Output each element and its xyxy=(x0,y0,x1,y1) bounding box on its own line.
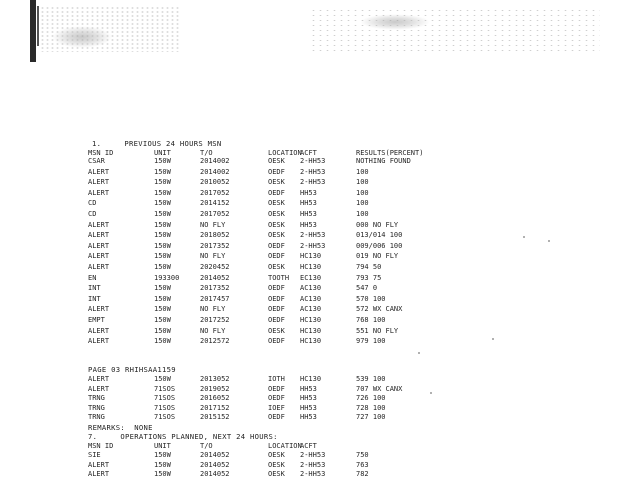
cell-takeoff-time: NO FLY xyxy=(200,220,226,229)
col-header-msn: MSN ID xyxy=(88,442,114,450)
cell-unit: 150W xyxy=(154,375,171,383)
cell-result: 979 100 xyxy=(356,337,386,346)
cell-location: IOEF xyxy=(268,403,285,412)
cell-aircraft: HC130 xyxy=(300,326,322,335)
cell-takeoff-time: 2014052 xyxy=(200,460,230,469)
cell-location: OEDF xyxy=(268,394,285,402)
cell-aircraft: HH53 xyxy=(300,394,317,402)
cell-aircraft: 2-HH53 xyxy=(300,178,326,187)
cell-aircraft: HC130 xyxy=(300,316,322,324)
cell-takeoff-time: 2014002 xyxy=(200,157,230,165)
cell-unit: 71SOS xyxy=(154,413,176,421)
cell-aircraft: AC130 xyxy=(300,294,322,303)
scan-smudge xyxy=(52,26,112,48)
cell-unit: 150W xyxy=(154,178,171,187)
cell-msn-id: ALERT xyxy=(88,305,110,314)
cell-unit: 193300 xyxy=(154,273,180,282)
cell-msn-id: ALERT xyxy=(88,252,110,261)
cell-unit: 150W xyxy=(154,451,171,459)
cell-aircraft: 2-HH53 xyxy=(300,451,326,459)
cell-location: OESK xyxy=(268,470,285,478)
cell-result: 551 NO FLY xyxy=(356,326,399,335)
cell-msn-id: CD xyxy=(88,199,97,208)
cell-location: OESK xyxy=(268,451,285,459)
cell-result: 570 100 xyxy=(356,294,386,303)
col-header-results: RESULTS(PERCENT) xyxy=(356,149,424,157)
cell-msn-id: TRNG xyxy=(88,413,105,421)
table-header xyxy=(88,149,424,157)
cell-msn-id: ALERT xyxy=(88,384,110,393)
cell-result: 726 100 xyxy=(356,394,386,402)
scan-speck xyxy=(492,338,494,340)
cell-result: 727 100 xyxy=(356,413,386,421)
cell-unit: 150W xyxy=(154,326,171,335)
cell-aircraft: HH53 xyxy=(300,413,317,421)
cell-result: 100 xyxy=(356,167,369,176)
cell-aircraft: 2-HH53 xyxy=(300,470,326,478)
cell-aircraft: HH53 xyxy=(300,384,317,393)
cell-aircraft: 2-HH53 xyxy=(300,231,326,240)
cell-aircraft: 2-HH53 xyxy=(300,167,326,176)
cell-msn-id: ALERT xyxy=(88,231,110,240)
cell-aircraft: HH53 xyxy=(300,188,317,197)
cell-location: OEDF xyxy=(268,316,285,324)
cell-unit: 150W xyxy=(154,316,171,324)
cell-takeoff-time: NO FLY xyxy=(200,305,226,314)
cell-msn-id: ALERT xyxy=(88,470,110,478)
cell-location: OESK xyxy=(268,210,285,218)
cell-takeoff-time: 2017052 xyxy=(200,210,230,218)
cell-location: OEDF xyxy=(268,241,285,250)
scan-speck xyxy=(430,392,432,394)
col-header-acft: ACFT xyxy=(300,149,317,157)
col-header-to: T/O xyxy=(200,149,213,157)
cell-msn-id: EMPT xyxy=(88,316,105,324)
cell-msn-id: ALERT xyxy=(88,167,110,176)
cell-takeoff-time: 2014002 xyxy=(200,167,230,176)
cell-result: 539 100 xyxy=(356,375,386,383)
cell-unit: 150W xyxy=(154,241,171,250)
cell-unit: 150W xyxy=(154,263,171,271)
cell-result: 000 NO FLY xyxy=(356,220,399,229)
cell-location: OESK xyxy=(268,199,285,208)
cell-aircraft: HC130 xyxy=(300,263,322,271)
col-header-unit: UNIT xyxy=(154,442,171,450)
cell-msn-id: ALERT xyxy=(88,178,110,187)
page-header: PAGE 03 RHIHSAA1159 xyxy=(88,365,176,374)
cell-takeoff-time: 2014152 xyxy=(200,199,230,208)
cell-aircraft: EC130 xyxy=(300,273,322,282)
cell-takeoff-time: 2020452 xyxy=(200,263,230,271)
cell-unit: 150W xyxy=(154,167,171,176)
cell-takeoff-time: 2014052 xyxy=(200,470,230,478)
cell-result: 572 WX CANX xyxy=(356,305,403,314)
cell-aircraft: HH53 xyxy=(300,210,317,218)
cell-takeoff-time: NO FLY xyxy=(200,326,226,335)
cell-location: OEDF xyxy=(268,188,285,197)
redacted-header-right xyxy=(310,8,600,52)
cell-location: OESK xyxy=(268,263,285,271)
cell-msn-id: TRNG xyxy=(88,403,105,412)
cell-result: 100 xyxy=(356,210,369,218)
cell-takeoff-time: 2017052 xyxy=(200,188,230,197)
cell-aircraft: HH53 xyxy=(300,199,317,208)
cell-aircraft: HC130 xyxy=(300,375,322,383)
scan-speck xyxy=(418,352,420,354)
col-header-acft: ACFT xyxy=(300,442,317,450)
cell-msn-id: EN xyxy=(88,273,97,282)
cell-takeoff-time: 2017352 xyxy=(200,241,230,250)
col-header-to: T/O xyxy=(200,442,213,450)
cell-unit: 150W xyxy=(154,210,171,218)
cell-result: 768 100 xyxy=(356,316,386,324)
cell-result: 763 xyxy=(356,460,369,469)
cell-takeoff-time: 2017152 xyxy=(200,403,230,412)
scan-smudge xyxy=(360,14,430,30)
cell-result: 019 NO FLY xyxy=(356,252,399,261)
cell-takeoff-time: 2017252 xyxy=(200,316,230,324)
cell-location: OEDF xyxy=(268,384,285,393)
cell-unit: 150W xyxy=(154,284,171,293)
cell-msn-id: CD xyxy=(88,210,97,218)
cell-takeoff-time: 2017352 xyxy=(200,284,230,293)
cell-msn-id: ALERT xyxy=(88,375,110,383)
scan-speck xyxy=(523,236,525,238)
cell-result: NOTHING FOUND xyxy=(356,157,411,165)
cell-msn-id: ALERT xyxy=(88,188,110,197)
cell-takeoff-time: NO FLY xyxy=(200,252,226,261)
cell-msn-id: ALERT xyxy=(88,263,110,271)
cell-aircraft: 2-HH53 xyxy=(300,157,326,165)
scan-edge-mark-secondary xyxy=(37,6,39,46)
cell-aircraft: 2-HH53 xyxy=(300,241,326,250)
cell-takeoff-time: 2019052 xyxy=(200,384,230,393)
cell-unit: 150W xyxy=(154,337,171,346)
cell-result: 013/014 100 xyxy=(356,231,403,240)
cell-location: TOOTH xyxy=(268,273,290,282)
cell-location: OEDF xyxy=(268,252,285,261)
cell-msn-id: TRNG xyxy=(88,394,105,402)
cell-takeoff-time: 2016052 xyxy=(200,394,230,402)
cell-result: 707 WX CANX xyxy=(356,384,403,393)
cell-result: 782 xyxy=(356,470,369,478)
cell-location: OESK xyxy=(268,326,285,335)
cell-takeoff-time: 2010052 xyxy=(200,178,230,187)
cell-aircraft: HH53 xyxy=(300,220,317,229)
cell-location: IOTH xyxy=(268,375,285,383)
cell-takeoff-time: 2014052 xyxy=(200,451,230,459)
col-header-unit: UNIT xyxy=(154,149,171,157)
cell-msn-id: ALERT xyxy=(88,241,110,250)
cell-takeoff-time: 2017457 xyxy=(200,294,230,303)
cell-unit: 150W xyxy=(154,460,171,469)
cell-msn-id: ALERT xyxy=(88,220,110,229)
table-header xyxy=(88,442,317,450)
cell-unit: 150W xyxy=(154,231,171,240)
cell-location: OEDF xyxy=(268,337,285,346)
section-title: 7. OPERATIONS PLANNED, NEXT 24 HOURS: xyxy=(88,432,278,441)
cell-result: 009/006 100 xyxy=(356,241,403,250)
cell-unit: 150W xyxy=(154,199,171,208)
cell-unit: 150W xyxy=(154,220,171,229)
cell-result: 100 xyxy=(356,188,369,197)
cell-result: 793 75 xyxy=(356,273,382,282)
cell-aircraft: 2-HH53 xyxy=(300,460,326,469)
cell-result: 728 100 xyxy=(356,403,386,412)
cell-aircraft: HC130 xyxy=(300,337,322,346)
col-header-location: LOCATION xyxy=(268,149,302,157)
cell-msn-id: CSAR xyxy=(88,157,105,165)
cell-unit: 150W xyxy=(154,470,171,478)
cell-takeoff-time: 2015152 xyxy=(200,413,230,421)
cell-takeoff-time: 2014052 xyxy=(200,273,230,282)
cell-location: OEDF xyxy=(268,305,285,314)
cell-unit: 150W xyxy=(154,157,171,165)
scan-speck xyxy=(548,240,550,242)
cell-unit: 150W xyxy=(154,252,171,261)
cell-unit: 71SOS xyxy=(154,394,176,402)
cell-location: OESK xyxy=(268,231,285,240)
cell-msn-id: INT xyxy=(88,294,101,303)
cell-takeoff-time: 2018052 xyxy=(200,231,230,240)
cell-location: OEDF xyxy=(268,294,285,303)
cell-unit: 71SOS xyxy=(154,384,176,393)
cell-unit: 150W xyxy=(154,294,171,303)
remarks: REMARKS: NONE xyxy=(88,423,153,432)
cell-aircraft: AC130 xyxy=(300,305,322,314)
cell-location: OESK xyxy=(268,157,285,165)
cell-location: OEDF xyxy=(268,413,285,421)
cell-msn-id: INT xyxy=(88,284,101,293)
cell-result: 100 xyxy=(356,178,369,187)
cell-aircraft: HC130 xyxy=(300,252,322,261)
cell-unit: 150W xyxy=(154,188,171,197)
cell-location: OESK xyxy=(268,220,285,229)
cell-takeoff-time: 2013052 xyxy=(200,375,230,383)
cell-unit: 71SOS xyxy=(154,403,176,412)
cell-result: 750 xyxy=(356,451,369,459)
cell-aircraft: HH53 xyxy=(300,403,317,412)
section-title: 1. PREVIOUS 24 HOURS MSN xyxy=(92,139,222,148)
cell-takeoff-time: 2012572 xyxy=(200,337,230,346)
scan-edge-mark xyxy=(30,0,36,62)
cell-msn-id: ALERT xyxy=(88,337,110,346)
col-header-msn: MSN ID xyxy=(88,149,114,157)
cell-msn-id: ALERT xyxy=(88,460,110,469)
cell-location: OESK xyxy=(268,178,285,187)
cell-unit: 150W xyxy=(154,305,171,314)
cell-aircraft: AC130 xyxy=(300,284,322,293)
cell-msn-id: SIE xyxy=(88,451,101,459)
cell-location: OESK xyxy=(268,460,285,469)
cell-msn-id: ALERT xyxy=(88,326,110,335)
cell-location: OEDF xyxy=(268,167,285,176)
cell-result: 100 xyxy=(356,199,369,208)
cell-result: 547 0 xyxy=(356,284,378,293)
cell-result: 794 50 xyxy=(356,263,382,271)
cell-location: OEDF xyxy=(268,284,285,293)
col-header-location: LOCATION xyxy=(268,442,302,450)
